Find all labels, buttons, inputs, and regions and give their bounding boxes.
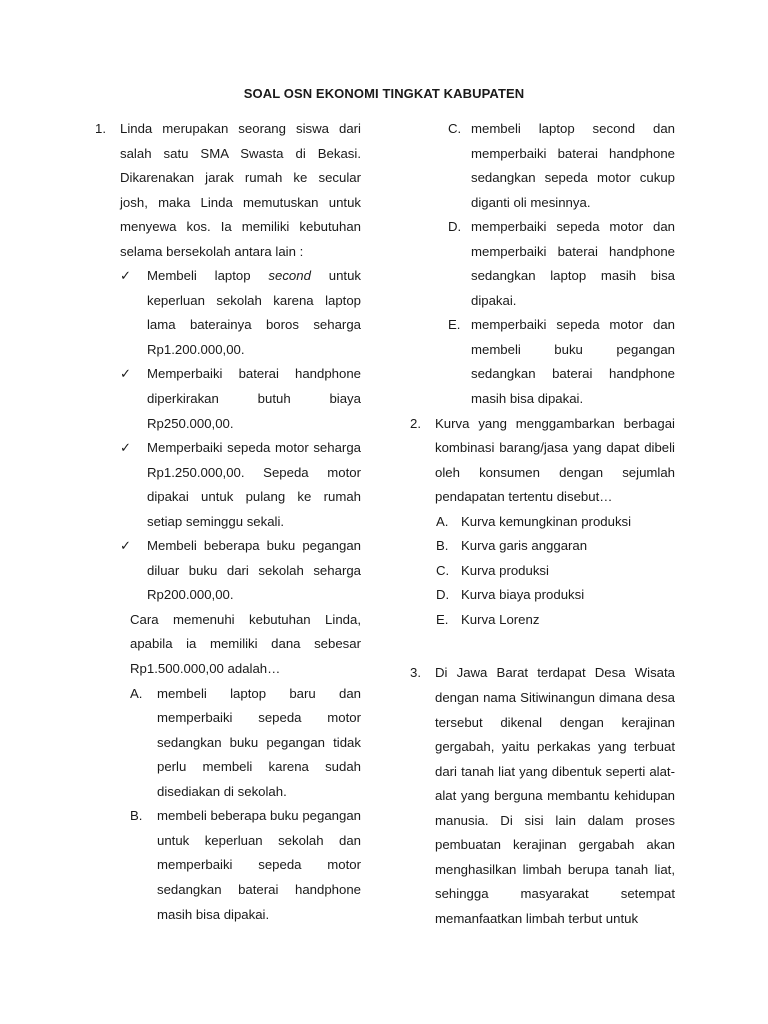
question-1 [95,117,361,264]
need-item-text: Membeli beberapa buku pegangan diluar buku dari sekolah seharga Rp200.000,00. [147,538,361,603]
answer-option-e[interactable] [410,313,675,411]
answer-option-e[interactable] [410,608,675,633]
need-item-text: Membeli laptop second untuk keperluan sekolah karena laptop lama baterainya boros seharga Rp1.200.000,00. [147,268,361,357]
left-column [95,117,361,927]
question-stem: Linda merupakan seorang siswa dari salah satu SMA Swasta di Bekasi. Dikarenakan jarak rumah ke secular josh, maka Linda memutuskan untuk menyewa kos. Ia memiliki kebutuhan selama bersekolah antara lain : [120,121,361,259]
question-number: 2. [410,415,421,431]
need-item [95,436,361,534]
question-number: 3. [410,665,421,681]
answer-option-d[interactable] [410,583,675,608]
option-label: C. [448,121,462,136]
option-text: membeli laptop second dan memperbaiki baterai handphone sedangkan sepeda motor cukup diganti oli mesinnya. [471,121,675,210]
answer-option-c[interactable] [410,559,675,584]
answer-option-b[interactable] [95,804,361,927]
answer-option-d[interactable] [410,215,675,313]
checkmark-icon: ✓ [120,538,132,554]
option-text: Kurva produksi [461,562,549,578]
checkmark-icon: ✓ [120,366,132,382]
option-label: A. [130,685,143,701]
need-item-text: Memperbaiki baterai handphone diperkirakan butuh biaya Rp250.000,00. [147,366,361,431]
option-label: B. [130,808,143,824]
option-text: membeli beberapa buku pegangan untuk keperluan sekolah dan memperbaiki sepeda motor sedangkan baterai handphone masih bisa dipakai. [157,808,361,922]
checkmark-icon: ✓ [120,440,132,456]
need-item [95,534,361,608]
option-label: C. [436,562,450,578]
option-label: D. [436,587,450,603]
option-label: A. [436,513,449,529]
option-text: Kurva kemungkinan produksi [461,513,632,529]
option-text: Kurva biaya produksi [461,587,585,603]
option-text: membeli laptop baru dan memperbaiki sepeda motor sedangkan buku pegangan tidak perlu membeli karena sudah disediakan di sekolah. [157,685,361,799]
right-column [410,117,675,932]
answer-option-b[interactable] [410,534,675,559]
need-item [95,264,361,362]
question-prompt: Cara memenuhi kebutuhan Linda, apabila ia memiliki dana sebesar Rp1.500.000,00 adalah… [130,611,361,677]
option-label: D. [448,219,462,235]
question-number: 1. [95,121,106,136]
option-text: memperbaiki sepeda motor dan memperbaiki baterai handphone sedangkan laptop masih bisa dipakai. [471,219,675,308]
option-label: E. [448,317,461,333]
need-item-text: Memperbaiki sepeda motor seharga Rp1.250.000,00. Sepeda motor dipakai untuk pulang ke rumah setiap seminggu sekali. [147,440,361,529]
answer-option-a[interactable] [410,510,675,535]
emphasis-text: second [268,268,311,284]
question-stem: Kurva yang menggambarkan berbagai kombinasi barang/jasa yang dapat dibeli oleh konsumen dengan sejumlah pendapatan tertentu disebut… [435,415,675,505]
question-3 [410,661,675,931]
spacer [410,632,675,661]
option-label: B. [436,538,449,554]
need-item [95,362,361,436]
option-text: Kurva garis anggaran [461,538,588,554]
option-label: E. [436,611,449,627]
question-stem: Di Jawa Barat terdapat Desa Wisata dengan nama Sitiwinangun dimana desa tersebut dikenal dengan kerajinan gergabah, yaitu perkakas yang terbuat dari tanah liat yang dibentuk seperti alat-alat yang berguna membantu kehidupan manusia. Di sisi lain dalam proses pembuatan kerajinan gergabah akan menghasilkan limbah berupa tanah liat, sehingga masyarakat setempat memanfaatkan limbah terbut untuk [435,665,675,926]
checkmark-icon: ✓ [120,268,132,284]
question-2 [410,412,675,510]
answer-option-a[interactable] [95,682,361,805]
answer-option-c[interactable] [410,117,675,215]
option-text: Kurva Lorenz [461,611,540,627]
document-title: SOAL OSN EKONOMI TINGKAT KABUPATEN [243,86,525,101]
option-text: memperbaiki sepeda motor dan membeli buku pegangan sedangkan baterai handphone masih bisa dipakai. [471,317,675,407]
